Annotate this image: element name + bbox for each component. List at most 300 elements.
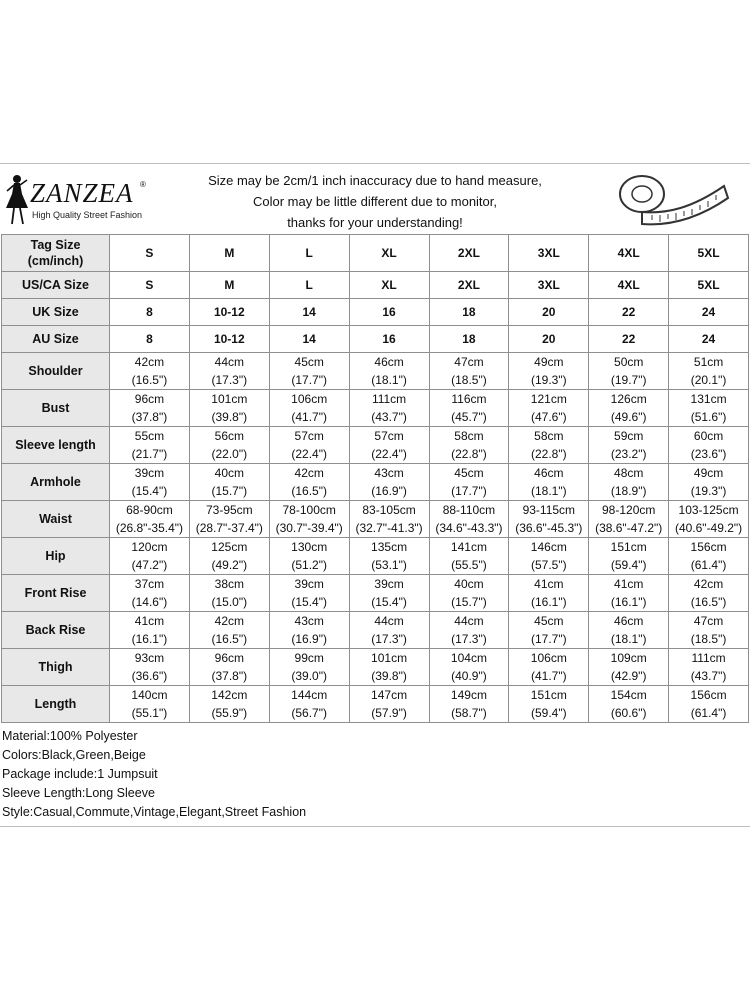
measurement-row	[2, 575, 749, 612]
measurement-cell	[349, 353, 429, 390]
measurement-inch: (59.4")	[610, 558, 647, 572]
size-header-cell: 4XL	[589, 235, 669, 272]
measurement-cm: 55cm	[134, 429, 165, 443]
measurement-cm: 140cm	[131, 688, 168, 702]
measurement-cm: 40cm	[214, 466, 244, 480]
measurement-cell	[189, 686, 269, 723]
measurement-cm: 135cm	[371, 540, 408, 554]
measurement-inch: (22.4")	[291, 447, 327, 461]
measurement-inch: (19.3")	[531, 373, 567, 387]
measurement-cm: 109cm	[610, 651, 647, 665]
bottom-divider	[0, 826, 750, 827]
measurement-cell	[269, 353, 349, 390]
measurement-cm: 106cm	[530, 651, 567, 665]
measurement-cell	[589, 390, 669, 427]
measurement-inch: (18.1")	[371, 373, 407, 387]
measurement-cell	[349, 686, 429, 723]
measurement-cell	[349, 575, 429, 612]
measurement-cell	[349, 612, 429, 649]
measurement-cell	[269, 501, 349, 538]
measurement-inch: (17.7")	[291, 373, 327, 387]
size-cell: 5XL	[669, 272, 749, 299]
measurement-inch: (16.1")	[131, 632, 168, 646]
measurement-inch: (47.6")	[531, 410, 567, 424]
measurement-cell	[589, 538, 669, 575]
measurement-cm: 42cm	[134, 355, 165, 369]
size-cell: 8	[110, 326, 190, 353]
measurement-cell	[269, 427, 349, 464]
measurement-row	[2, 538, 749, 575]
measurement-inch: (18.1")	[610, 632, 647, 646]
size-conversion-row	[2, 299, 749, 326]
measurement-cell	[269, 575, 349, 612]
size-header-cell: XL	[349, 235, 429, 272]
measurement-inch: (47.2")	[131, 558, 168, 572]
brand-name: ZANZEA	[30, 178, 134, 208]
measurement-cell	[669, 390, 749, 427]
measurement-cm: 42cm	[693, 577, 724, 591]
measurement-inch: (23.6")	[690, 447, 727, 461]
measurement-cell	[189, 612, 269, 649]
measurement-cm: 96cm	[134, 392, 165, 406]
measurement-inch: (59.4")	[531, 706, 567, 720]
measurement-cell	[269, 464, 349, 501]
measurement-inch: (22.8")	[451, 447, 487, 461]
measurement-inch: (55.1")	[131, 706, 168, 720]
size-header-cell: 5XL	[669, 235, 749, 272]
measurement-cm: 142cm	[211, 688, 248, 702]
measurement-cell	[669, 501, 749, 538]
size-cell: 8	[110, 299, 190, 326]
measurement-cell	[349, 464, 429, 501]
measurement-cell	[669, 427, 749, 464]
measurement-inch: (22.4")	[371, 447, 407, 461]
measurement-cell	[110, 538, 190, 575]
measurement-inch: (23.2")	[610, 447, 647, 461]
measurement-cell	[589, 464, 669, 501]
measurement-inch: (41.7")	[531, 669, 567, 683]
measurement-inch: (15.4")	[371, 595, 407, 609]
measurement-cm: 46cm	[534, 466, 564, 480]
size-cell: 20	[509, 299, 589, 326]
size-cell: 14	[269, 326, 349, 353]
measurement-cell	[589, 686, 669, 723]
measurement-cm: 146cm	[530, 540, 567, 554]
measurement-cell	[589, 575, 669, 612]
measurement-cm: 50cm	[614, 355, 644, 369]
size-cell: 3XL	[509, 272, 589, 299]
measurement-cell	[509, 464, 589, 501]
measurement-cm: 83-105cm	[362, 503, 416, 517]
measurement-cm: 46cm	[614, 614, 644, 628]
measurement-cm: 44cm	[214, 355, 244, 369]
measurement-inch: (18.5")	[690, 632, 727, 646]
measurement-cm: 59cm	[614, 429, 644, 443]
row-label: UK Size	[2, 299, 110, 326]
measurement-cm: 49cm	[534, 355, 564, 369]
measurement-cell	[429, 538, 509, 575]
measurement-cm: 39cm	[294, 577, 324, 591]
measurement-cell	[349, 390, 429, 427]
measurement-inch: (22.8")	[531, 447, 567, 461]
row-label: Back Rise	[2, 612, 110, 649]
size-header-cell: L	[269, 235, 349, 272]
measurement-cell	[429, 501, 509, 538]
size-cell: 10-12	[189, 326, 269, 353]
measurement-cell	[269, 612, 349, 649]
measurement-inch: (18.5")	[451, 373, 487, 387]
measurement-cell	[429, 427, 509, 464]
measurement-inch: (55.5")	[451, 558, 487, 572]
measurement-inch: (18.9")	[610, 484, 647, 498]
tag-size-label-line: (cm/inch)	[27, 254, 84, 268]
size-header-cell: M	[189, 235, 269, 272]
measurement-cm: 116cm	[451, 392, 487, 406]
measurement-cm: 41cm	[614, 577, 644, 591]
brand-logo	[2, 172, 172, 228]
measurement-cell	[669, 649, 749, 686]
measurement-cm: 104cm	[450, 651, 487, 665]
measurement-row	[2, 390, 749, 427]
measurement-cell	[509, 649, 589, 686]
measurement-inch: (15.7")	[211, 484, 248, 498]
measurement-inch: (53.1")	[371, 558, 407, 572]
size-cell: 18	[429, 326, 509, 353]
measurement-cm: 44cm	[454, 614, 484, 628]
registered-mark: ®	[140, 180, 146, 189]
measurement-cm: 106cm	[291, 392, 328, 406]
measurement-row	[2, 427, 749, 464]
detail-package: Package include:1 Jumpsuit	[2, 767, 158, 781]
measurement-cell	[429, 612, 509, 649]
measurement-cell	[509, 501, 589, 538]
measurement-cell	[509, 575, 589, 612]
measurement-inch: (36.6")	[131, 669, 168, 683]
size-cell: 18	[429, 299, 509, 326]
measurement-inch: (22.0")	[211, 447, 248, 461]
detail-colors: Colors:Black,Green,Beige	[2, 748, 146, 762]
measurement-cm: 47cm	[454, 355, 484, 369]
measurement-cm: 125cm	[211, 540, 248, 554]
measurement-cell	[669, 464, 749, 501]
measurement-cm: 73-95cm	[205, 503, 253, 517]
measurement-cm: 111cm	[691, 651, 726, 665]
measurement-cell	[429, 464, 509, 501]
detail-style: Style:Casual,Commute,Vintage,Elegant,Street Fashion	[2, 805, 307, 819]
measurement-row	[2, 686, 749, 723]
size-conversion-row	[2, 326, 749, 353]
measurement-cell	[429, 686, 509, 723]
measurement-cm: 51cm	[693, 355, 724, 369]
measurement-cell	[509, 686, 589, 723]
measurement-inch: (60.6")	[610, 706, 647, 720]
measurement-cell	[509, 390, 589, 427]
size-cell: 14	[269, 299, 349, 326]
size-conversion-row	[2, 272, 749, 299]
measurement-inch: (39.0")	[291, 669, 327, 683]
measurement-inch: (40.6"-49.2")	[674, 521, 743, 535]
measurement-cell	[669, 686, 749, 723]
measurement-cell	[189, 649, 269, 686]
measurement-inch: (51.2")	[291, 558, 327, 572]
measurement-cell	[429, 390, 509, 427]
measurement-inch: (38.6"-47.2")	[595, 521, 663, 535]
measurement-cell	[349, 649, 429, 686]
measurement-cell	[509, 427, 589, 464]
measurement-cm: 151cm	[610, 540, 647, 554]
measurement-cm: 156cm	[690, 540, 727, 554]
measurement-inch: (37.8")	[211, 669, 248, 683]
measurement-inch: (17.7")	[451, 484, 487, 498]
measurement-inch: (21.7")	[131, 447, 168, 461]
measurement-inch: (41.7")	[291, 410, 327, 424]
measurement-inch: (15.4")	[131, 484, 168, 498]
measurement-cm: 126cm	[610, 392, 647, 406]
size-cell: 2XL	[429, 272, 509, 299]
measurement-cm: 45cm	[454, 466, 484, 480]
measurement-row	[2, 464, 749, 501]
measurement-cell	[589, 501, 669, 538]
measurement-cm: 56cm	[214, 429, 244, 443]
measurement-cm: 99cm	[294, 651, 324, 665]
measurement-cell	[189, 464, 269, 501]
measurement-inch: (18.1")	[531, 484, 567, 498]
size-cell: 24	[669, 299, 749, 326]
measurement-cm: 39cm	[134, 466, 165, 480]
measurement-cell	[189, 538, 269, 575]
measurement-inch: (39.8")	[211, 410, 248, 424]
measurement-row	[2, 649, 749, 686]
tag-size-label	[2, 235, 110, 272]
measurement-cell	[269, 390, 349, 427]
row-label: Bust	[2, 390, 110, 427]
size-cell: S	[110, 272, 190, 299]
measurement-inch: (15.7")	[451, 595, 487, 609]
measurement-inch: (19.7")	[610, 373, 647, 387]
measurement-cm: 45cm	[294, 355, 324, 369]
brand-tagline: High Quality Street Fashion	[32, 210, 143, 220]
notice-line: Color may be little different due to monitor,	[253, 194, 497, 209]
product-details	[0, 727, 750, 822]
measurement-cell	[269, 649, 349, 686]
measurement-inch: (39.8")	[371, 669, 407, 683]
measurement-inch: (19.3")	[690, 484, 727, 498]
measurement-cell	[110, 686, 190, 723]
measurement-cm: 93cm	[134, 651, 165, 665]
size-table-body	[2, 235, 749, 723]
measurement-cm: 103-125cm	[678, 503, 739, 517]
size-chart-sheet	[0, 163, 750, 827]
measurement-cm: 58cm	[534, 429, 564, 443]
size-chart-header	[0, 163, 750, 234]
size-cell: 10-12	[189, 299, 269, 326]
measurement-cm: 38cm	[214, 577, 244, 591]
measurement-cm: 68-90cm	[126, 503, 173, 517]
measurement-cm: 48cm	[614, 466, 644, 480]
row-label: Length	[2, 686, 110, 723]
measurement-inch: (16.5")	[291, 484, 327, 498]
measurement-cell	[110, 501, 190, 538]
fashion-figure-icon	[2, 172, 32, 226]
measurement-inch: (20.1")	[690, 373, 727, 387]
measurement-inch: (43.7")	[690, 669, 727, 683]
measurement-cell	[189, 390, 269, 427]
measurement-cell	[669, 612, 749, 649]
size-header-cell: S	[110, 235, 190, 272]
measurement-cell	[269, 538, 349, 575]
row-label: Armhole	[2, 464, 110, 501]
measurement-cell	[189, 501, 269, 538]
measurement-cm: 57cm	[374, 429, 404, 443]
row-label: Waist	[2, 501, 110, 538]
measurement-cell	[189, 353, 269, 390]
measurement-cm: 147cm	[371, 688, 408, 702]
measurement-cell	[429, 575, 509, 612]
measurement-cell	[110, 427, 190, 464]
measurement-inch: (14.6")	[131, 595, 168, 609]
measurement-cell	[349, 501, 429, 538]
measurement-inch: (37.8")	[131, 410, 168, 424]
measurement-cm: 45cm	[534, 614, 564, 628]
measurement-cm: 111cm	[371, 392, 407, 406]
size-cell: L	[269, 272, 349, 299]
measurement-inch: (16.5")	[211, 632, 248, 646]
measurement-cell	[189, 575, 269, 612]
size-cell: M	[189, 272, 269, 299]
measurement-inch: (55.9")	[211, 706, 248, 720]
measurement-cm: 37cm	[134, 577, 165, 591]
size-cell: 22	[589, 326, 669, 353]
measurement-cm: 49cm	[693, 466, 724, 480]
measurement-inch: (17.3")	[371, 632, 407, 646]
measurement-cm: 42cm	[294, 466, 324, 480]
measurement-cm: 78-100cm	[282, 503, 336, 517]
measurement-cm: 93-115cm	[522, 503, 576, 517]
measurement-inch: (16.9")	[371, 484, 407, 498]
measurement-inch: (43.7")	[371, 410, 407, 424]
size-cell: 4XL	[589, 272, 669, 299]
measurement-cell	[110, 464, 190, 501]
size-cell: 22	[589, 299, 669, 326]
measurement-row	[2, 353, 749, 390]
measurement-inch: (17.3")	[211, 373, 248, 387]
detail-material: Material:100% Polyester	[2, 729, 138, 743]
measurement-inch: (42.9")	[610, 669, 647, 683]
measurement-cm: 96cm	[214, 651, 244, 665]
row-label: Sleeve length	[2, 427, 110, 464]
measurement-inch: (16.5")	[131, 373, 168, 387]
measurement-cell	[110, 353, 190, 390]
measurement-inch: (40.9")	[451, 669, 487, 683]
measurement-inch: (17.3")	[451, 632, 487, 646]
measurement-row	[2, 501, 749, 538]
measurement-inch: (16.9")	[291, 632, 327, 646]
size-cell: 16	[349, 326, 429, 353]
measurement-inch: (58.7")	[451, 706, 487, 720]
measurement-inch: (30.7"-39.4")	[275, 521, 343, 535]
detail-sleeve-length: Sleeve Length:Long Sleeve	[2, 786, 155, 800]
measure-notice	[180, 170, 570, 233]
measurement-cell	[269, 686, 349, 723]
size-header-row	[2, 235, 749, 272]
size-cell: 16	[349, 299, 429, 326]
size-cell: 20	[509, 326, 589, 353]
size-table	[1, 234, 749, 723]
measurement-cm: 151cm	[530, 688, 567, 702]
measurement-cm: 131cm	[690, 392, 727, 406]
measurement-cm: 41cm	[534, 577, 564, 591]
measurement-inch: (16.1")	[610, 595, 647, 609]
measurement-cm: 43cm	[374, 466, 404, 480]
measurement-inch: (34.6"-43.3")	[435, 521, 503, 535]
measurement-cell	[189, 427, 269, 464]
measurement-cell	[589, 612, 669, 649]
measurement-cell	[589, 353, 669, 390]
size-header-cell: 3XL	[509, 235, 589, 272]
measurement-cm: 41cm	[134, 614, 165, 628]
measurement-cell	[110, 390, 190, 427]
measurement-cm: 47cm	[693, 614, 724, 628]
measurement-cm: 42cm	[214, 614, 244, 628]
measurement-cell	[669, 538, 749, 575]
measuring-tape-icon	[612, 168, 730, 230]
row-label: Front Rise	[2, 575, 110, 612]
measurement-cm: 43cm	[294, 614, 324, 628]
measurement-inch: (15.4")	[291, 595, 327, 609]
measurement-inch: (45.7")	[451, 410, 487, 424]
measurement-inch: (51.6")	[690, 410, 727, 424]
measurement-cm: 46cm	[374, 355, 404, 369]
measurement-inch: (61.4")	[690, 706, 727, 720]
notice-line: thanks for your understanding!	[287, 215, 463, 230]
row-label: US/CA Size	[2, 272, 110, 299]
measurement-cm: 101cm	[211, 392, 248, 406]
measurement-cm: 149cm	[450, 688, 487, 702]
measurement-cell	[589, 427, 669, 464]
measurement-cm: 60cm	[693, 429, 724, 443]
size-cell: XL	[349, 272, 429, 299]
notice-line: Size may be 2cm/1 inch inaccuracy due to hand measure,	[208, 173, 542, 188]
measurement-cell	[509, 612, 589, 649]
measurement-inch: (16.1")	[531, 595, 567, 609]
measurement-inch: (15.0")	[211, 595, 248, 609]
measurement-cm: 141cm	[450, 540, 487, 554]
measurement-cell	[110, 649, 190, 686]
measurement-cell	[429, 353, 509, 390]
measurement-cm: 101cm	[371, 651, 408, 665]
measurement-inch: (49.6")	[610, 410, 647, 424]
measurement-cell	[669, 575, 749, 612]
size-cell: 24	[669, 326, 749, 353]
row-label: Thigh	[2, 649, 110, 686]
measurement-cell	[110, 612, 190, 649]
measurement-inch: (28.7"-37.4")	[195, 521, 263, 535]
measurement-inch: (57.5")	[531, 558, 567, 572]
measurement-cell	[589, 649, 669, 686]
measurement-cm: 120cm	[131, 540, 168, 554]
measurement-cm: 130cm	[291, 540, 328, 554]
measurement-cm: 40cm	[454, 577, 484, 591]
measurement-inch: (61.4")	[690, 558, 727, 572]
measurement-cm: 58cm	[454, 429, 484, 443]
measurement-inch: (49.2")	[211, 558, 248, 572]
tag-size-label-line: Tag Size	[30, 238, 81, 252]
measurement-cm: 144cm	[291, 688, 328, 702]
measurement-cm: 156cm	[690, 688, 727, 702]
measurement-cell	[509, 353, 589, 390]
measurement-cell	[349, 538, 429, 575]
measurement-cm: 57cm	[294, 429, 324, 443]
